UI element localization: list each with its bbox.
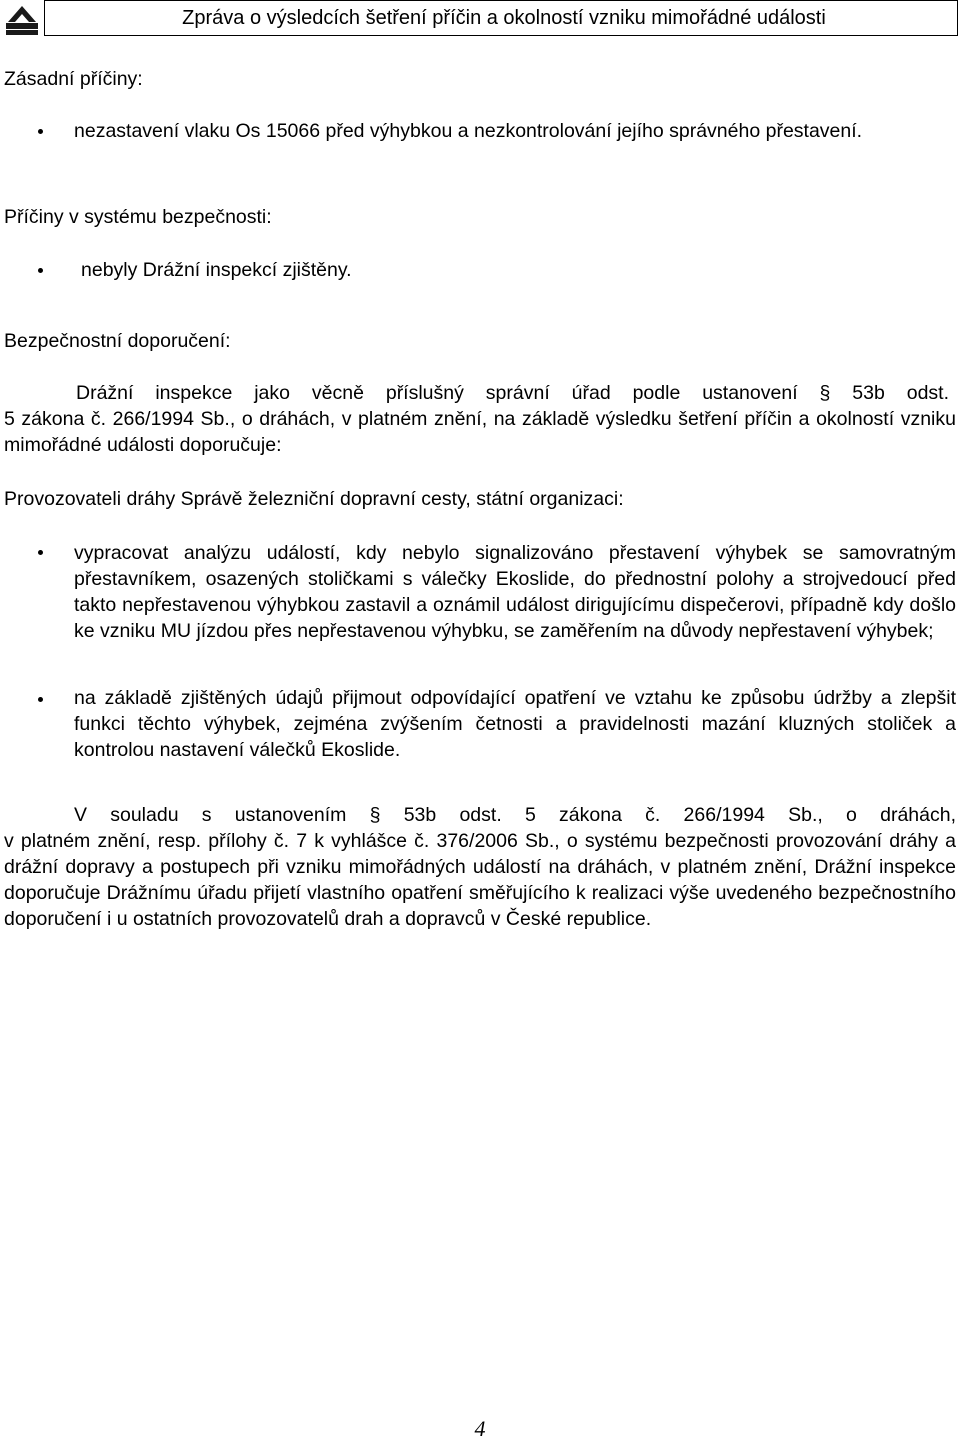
system-heading: Příčiny v systému bezpečnosti: [4,206,272,228]
closing-paragraph: v platném znění, resp. přílohy č. 7 k vyhlášce č. 376/2006 Sb., o systému bezpečnosti provozování dráhy a drážní dopravy a postupech při vzniku mimořádných událostí na dráhách, v platném znění, Drážní inspekce doporučuje Drážnímu úřadu přijetí vlastního opatření směřujícího k realizaci výše uvedeného bezpečnostního doporučení i u ostatních provozovatelů drah a dopravců v České republice. [4,830,956,930]
bullet-icon [38,268,43,273]
bullet-icon [38,550,43,555]
system-item: nebyly Drážní inspekcí zjištěny. [81,259,352,281]
doporuceni-intro: 5 zákona č. 266/1994 Sb., o dráhách, v platném znění, na základě výsledku šetření příčin a okolností vzniku mimořádné události doporučuje: [4,408,956,456]
provozovatel-heading: Provozovateli dráhy Správě železniční dopravní cesty, státní organizaci: [4,488,624,510]
page-header [0,0,960,40]
zasadni-priciny-item: nezastavení vlaku Os 15066 před výhybkou a nezkontrolování jejího správného přestavení. [74,120,863,142]
zasadni-priciny-heading: Zásadní příčiny: [4,68,143,90]
recommendation-2: na základě zjištěných údajů přijmout odpovídající opatření ve vztahu ke způsobu údržby a zlepšit funkci těchto výhybek, zejména zvýšením četnosti a pravidelnosti mazání kluzných stoliček a kontrolou nastavení válečků Ekoslide. [74,687,956,761]
closing-first-line: V souladu s ustanovením § 53b odst. 5 zákona č. 266/1994 Sb., o dráhách, [74,804,956,826]
drazni-inspekce-logo [2,2,42,36]
report-title: Zpráva o výsledcích šetření příčin a okolností vzniku mimořádné události [182,7,826,29]
page-number: 4 [474,1416,486,1441]
recommendation-1: vypracovat analýzu událostí, kdy nebylo signalizováno přestavení výhybek se samovratným přestavníkem, osazených stoličkami s válečky Ekoslide, do přednostní polohy a strojvedoucí před takto nepřestavenou výhybkou zastavil a oznámil událost dirigujícímu dispečerovi, případně kdy došlo ke vzniku MU jízdou přes nepřestavenou výhybku, se zaměřením na důvody nepřestavení výhybek; [74,542,956,642]
doporuceni-intro-first-line: Drážní inspekce jako věcně příslušný správní úřad podle ustanovení § 53b odst. [76,382,949,404]
doporuceni-heading: Bezpečnostní doporučení: [4,330,231,352]
bullet-icon [38,697,43,702]
bullet-icon [38,129,43,134]
